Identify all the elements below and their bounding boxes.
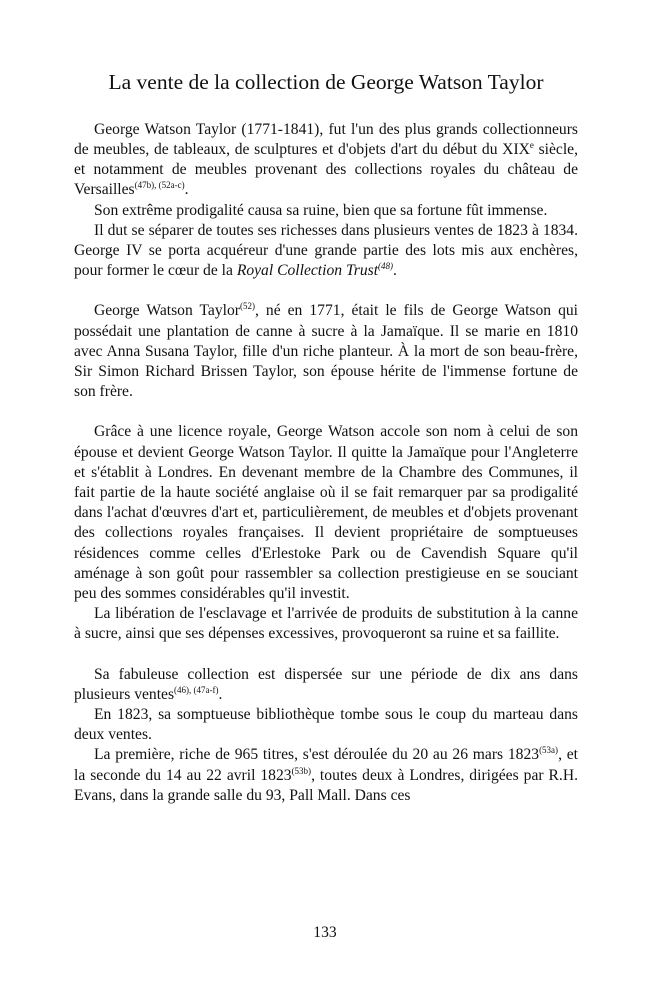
paragraph-ruin: Son extrême prodigalité causa sa ruine, bien que sa fortune fût immense.	[94, 201, 548, 219]
paragraph-first-sale	[74, 745, 578, 806]
paragraph-biography	[74, 301, 578, 402]
text: , né en 1771, était le fils de George Watson qui possédait une plantation de canne à sucre à la Jamaïque. Il se marie en 1810 avec Anna Susana Taylor, fille d'un riche planteur. À la mort de son beau-frère, Sir Simon Richard Brissen Taylor, son épouse hérite de l'immense fortune de son frère.	[74, 302, 579, 401]
page-title: La vente de la collection de George Watson Taylor	[108, 70, 544, 94]
page-body	[74, 70, 578, 806]
text: Sa fabuleuse collection est dispersée sur une période de dix ans dans plusieurs ventes	[74, 665, 578, 703]
text: , et la seconde du 14 au 22 avril 1823	[74, 746, 578, 784]
paragraph-licence: Grâce à une licence royale, George Watson accole son nom à celui de son épouse et devient George Watson Taylor. Il quitte la Jamaïque pour l'Angleterre et s'établit à Londres. En devenant membre de la Chambre des Communes, il fait partie de la haute société anglaise où il se fait remarquer par sa prodigalité dans l'achat d'œuvres d'art et, particulièrement, de meubles et d'objets provenant des collections royales françaises. Il devient propriétaire de somptueuses résidences comme celles d'Erlestoke Park ou de Cavendish Square qu'il aménage à son goût pour rassembler sa collection prestigieuse en se souciant peu des sommes considérables qu'il investit.	[74, 423, 578, 603]
text: siècle, et notamment de meubles provenant des collections royales du château de Versailles	[74, 141, 578, 199]
paragraph-liberation: La libération de l'esclavage et l'arrivée de produits de substitution à la canne à sucre, ainsi que ses dépenses excessives, provoqueront sa ruine et sa faillite.	[74, 605, 578, 643]
paragraph-intro	[74, 120, 578, 201]
footnote-ref: (48)	[378, 261, 394, 272]
superscript: e	[529, 140, 534, 150]
text: La première, riche de 965 titres, s'est déroulée du 20 au 26 mars 1823	[94, 746, 540, 764]
paragraph-collection	[74, 665, 578, 705]
text: .	[218, 685, 223, 703]
footnote-ref: (52)	[239, 301, 255, 312]
paragraph-sales	[74, 221, 578, 282]
paragraph-library: En 1823, sa somptueuse bibliothèque tombe sous le coup du marteau dans deux ventes.	[74, 706, 578, 744]
text: , toutes deux à Londres, dirigées par R.H. Evans, dans la grande salle du 93, Pall Mall. Dans ces	[74, 766, 578, 804]
footnote-ref: (46), (47a-f)	[174, 684, 219, 695]
text: George Watson Taylor	[94, 302, 240, 320]
italic-text: Royal Collection Trust	[236, 262, 379, 280]
page-number: 133	[313, 924, 337, 941]
footnote-ref: (53a)	[539, 745, 559, 756]
footnote-ref: (53b)	[291, 765, 312, 776]
text: .	[184, 181, 189, 199]
footnote-ref: (47b), (52a-c)	[134, 180, 185, 191]
text: Il dut se séparer de toutes ses richesses dans plusieurs ventes de 1823 à 1834. George IV se porta acquéreur d'une grande partie des lots mis aux enchères, pour former le cœur de la	[74, 221, 578, 280]
text: .	[393, 262, 397, 280]
text: George Watson Taylor (1771-1841), fut l'un des plus grands collectionneurs de meubles, de tableaux, de sculptures et d'objets d'art du début du XIX	[74, 120, 578, 158]
